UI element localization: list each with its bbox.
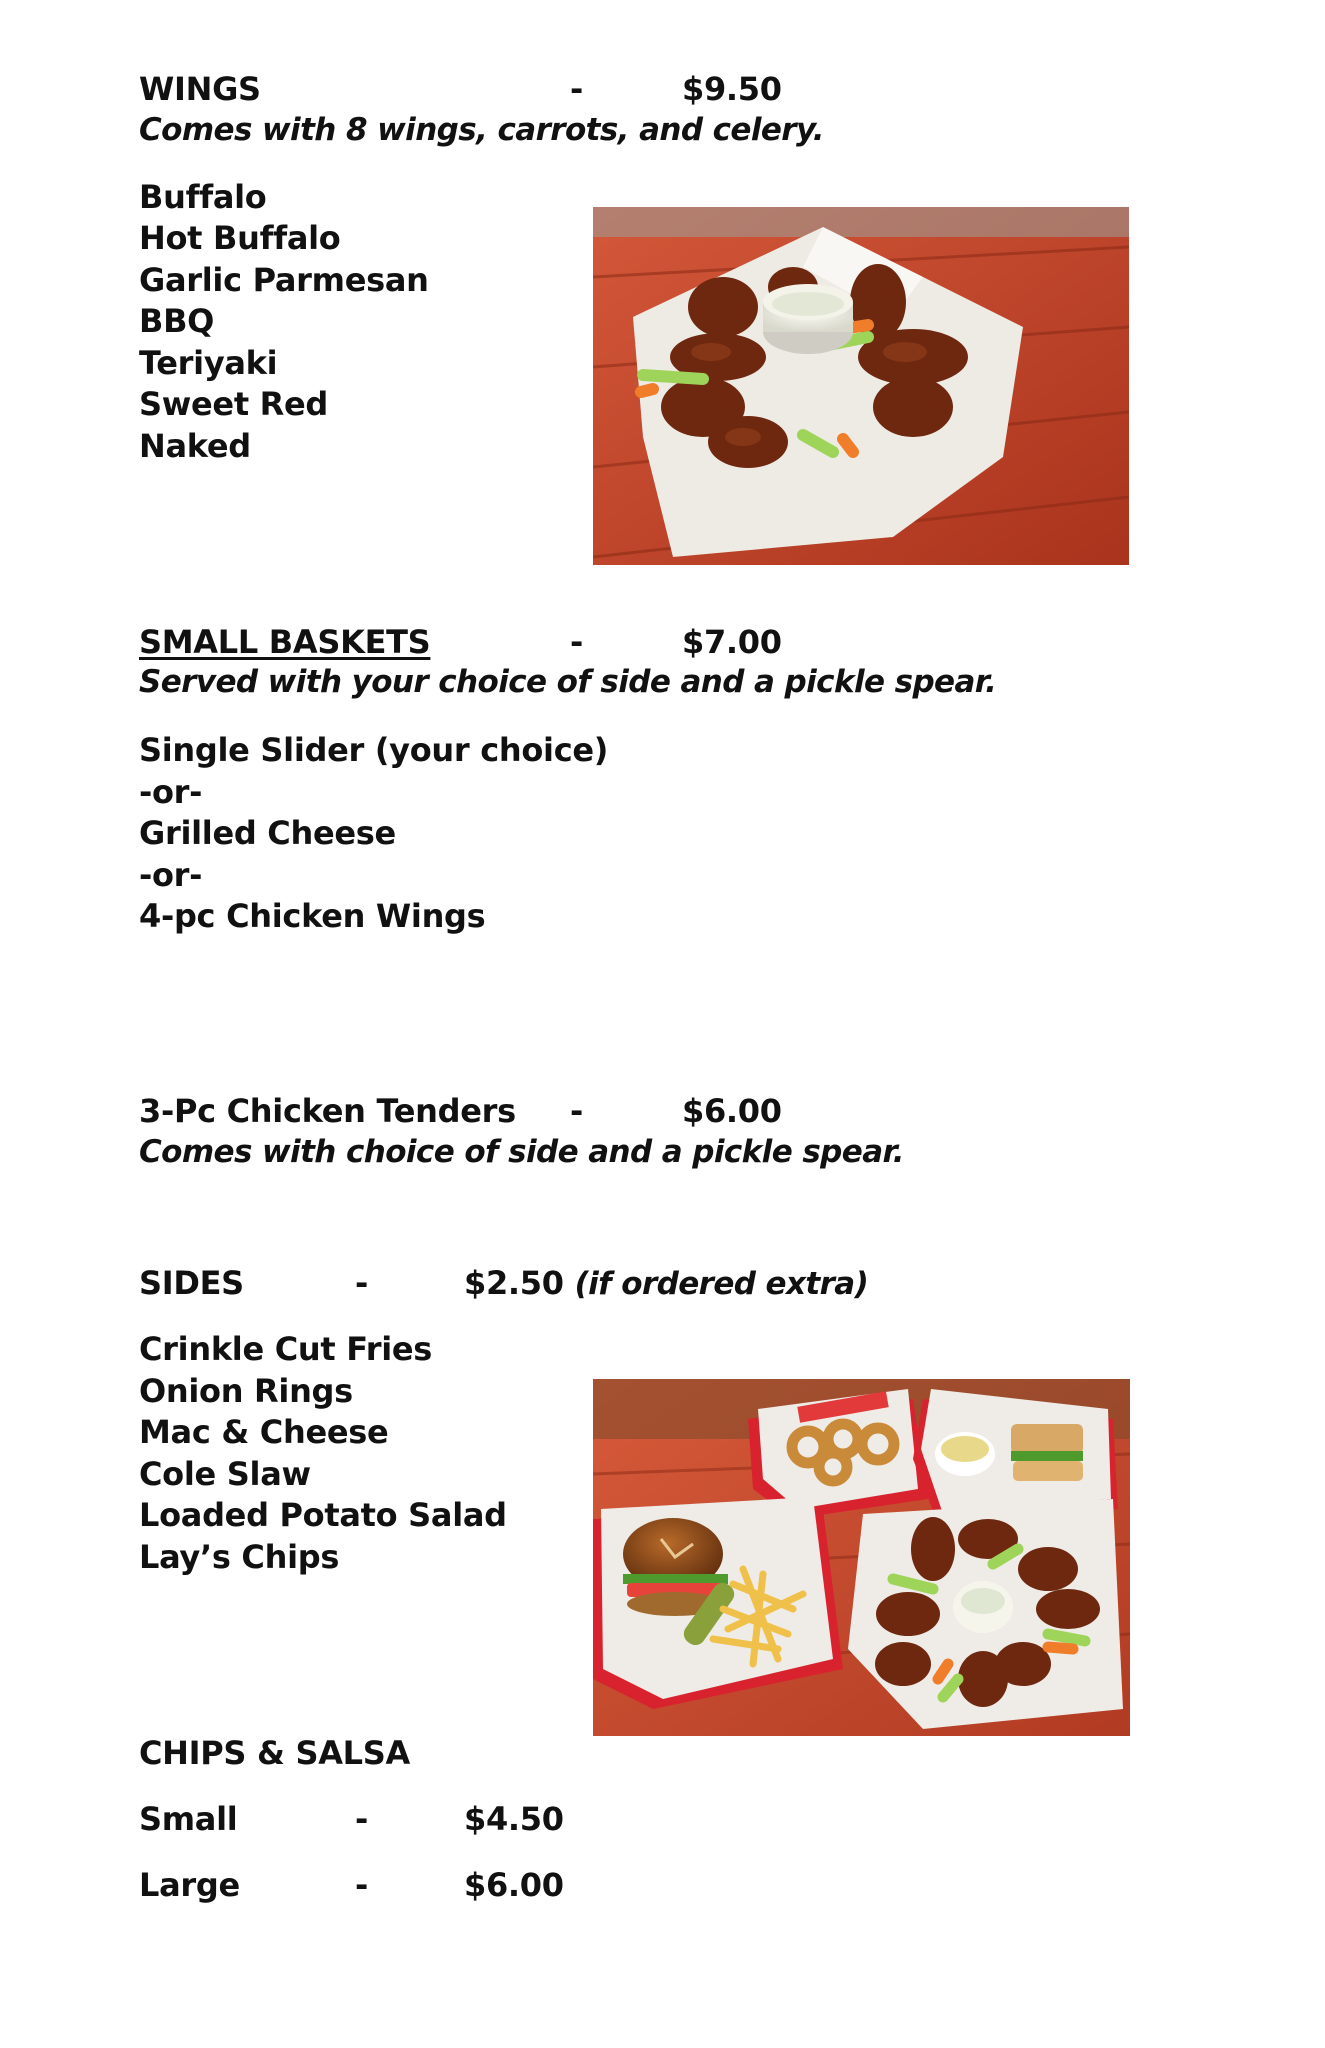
list-item: Crinkle Cut Fries xyxy=(139,1330,433,1368)
wings-price: $9.50 xyxy=(682,70,782,108)
list-item: Grilled Cheese xyxy=(139,814,396,852)
sides-price-value: $2.50 xyxy=(464,1264,564,1302)
wings-basket-photo xyxy=(593,207,1129,565)
sides-price xyxy=(464,1264,869,1302)
tenders-price: $6.00 xyxy=(682,1092,782,1130)
combo-baskets-photo xyxy=(593,1379,1130,1736)
small-baskets-description: Served with your choice of side and a pickle spear. xyxy=(139,664,997,700)
tenders-dash: - xyxy=(570,1092,583,1130)
list-item: Garlic Parmesan xyxy=(139,261,429,299)
list-item: -or- xyxy=(139,856,203,894)
sides-price-note: (if ordered extra) xyxy=(574,1266,869,1302)
sides-dash: - xyxy=(355,1264,368,1302)
tenders-title: 3-Pc Chicken Tenders xyxy=(139,1092,516,1130)
small-baskets-dash: - xyxy=(570,623,583,661)
chips-small-price: $4.50 xyxy=(464,1800,564,1838)
list-item: Sweet Red xyxy=(139,385,329,423)
list-item: BBQ xyxy=(139,302,215,340)
chips-large-price: $6.00 xyxy=(464,1866,564,1904)
list-item: -or- xyxy=(139,773,203,811)
wings-description: Comes with 8 wings, carrots, and celery. xyxy=(139,112,824,148)
list-item: Cole Slaw xyxy=(139,1455,311,1493)
list-item: Lay’s Chips xyxy=(139,1538,340,1576)
list-item: 4-pc Chicken Wings xyxy=(139,897,486,935)
chips-small-dash: - xyxy=(355,1800,368,1838)
chips-salsa-title: CHIPS & SALSA xyxy=(139,1734,410,1772)
list-item: Teriyaki xyxy=(139,344,278,382)
chips-large-label: Large xyxy=(139,1866,240,1904)
wings-dash: - xyxy=(570,70,583,108)
sides-title: SIDES xyxy=(139,1264,244,1302)
small-baskets-price: $7.00 xyxy=(682,623,782,661)
list-item: Mac & Cheese xyxy=(139,1413,389,1451)
chips-large-dash: - xyxy=(355,1866,368,1904)
list-item: Buffalo xyxy=(139,178,267,216)
small-baskets-title: SMALL BASKETS xyxy=(139,623,431,661)
list-item: Single Slider (your choice) xyxy=(139,731,609,769)
list-item: Loaded Potato Salad xyxy=(139,1496,507,1534)
list-item: Hot Buffalo xyxy=(139,219,341,257)
list-item: Onion Rings xyxy=(139,1372,353,1410)
chips-small-label: Small xyxy=(139,1800,238,1838)
wings-title: WINGS xyxy=(139,70,261,108)
list-item: Naked xyxy=(139,427,251,465)
tenders-description: Comes with choice of side and a pickle spear. xyxy=(139,1134,904,1170)
